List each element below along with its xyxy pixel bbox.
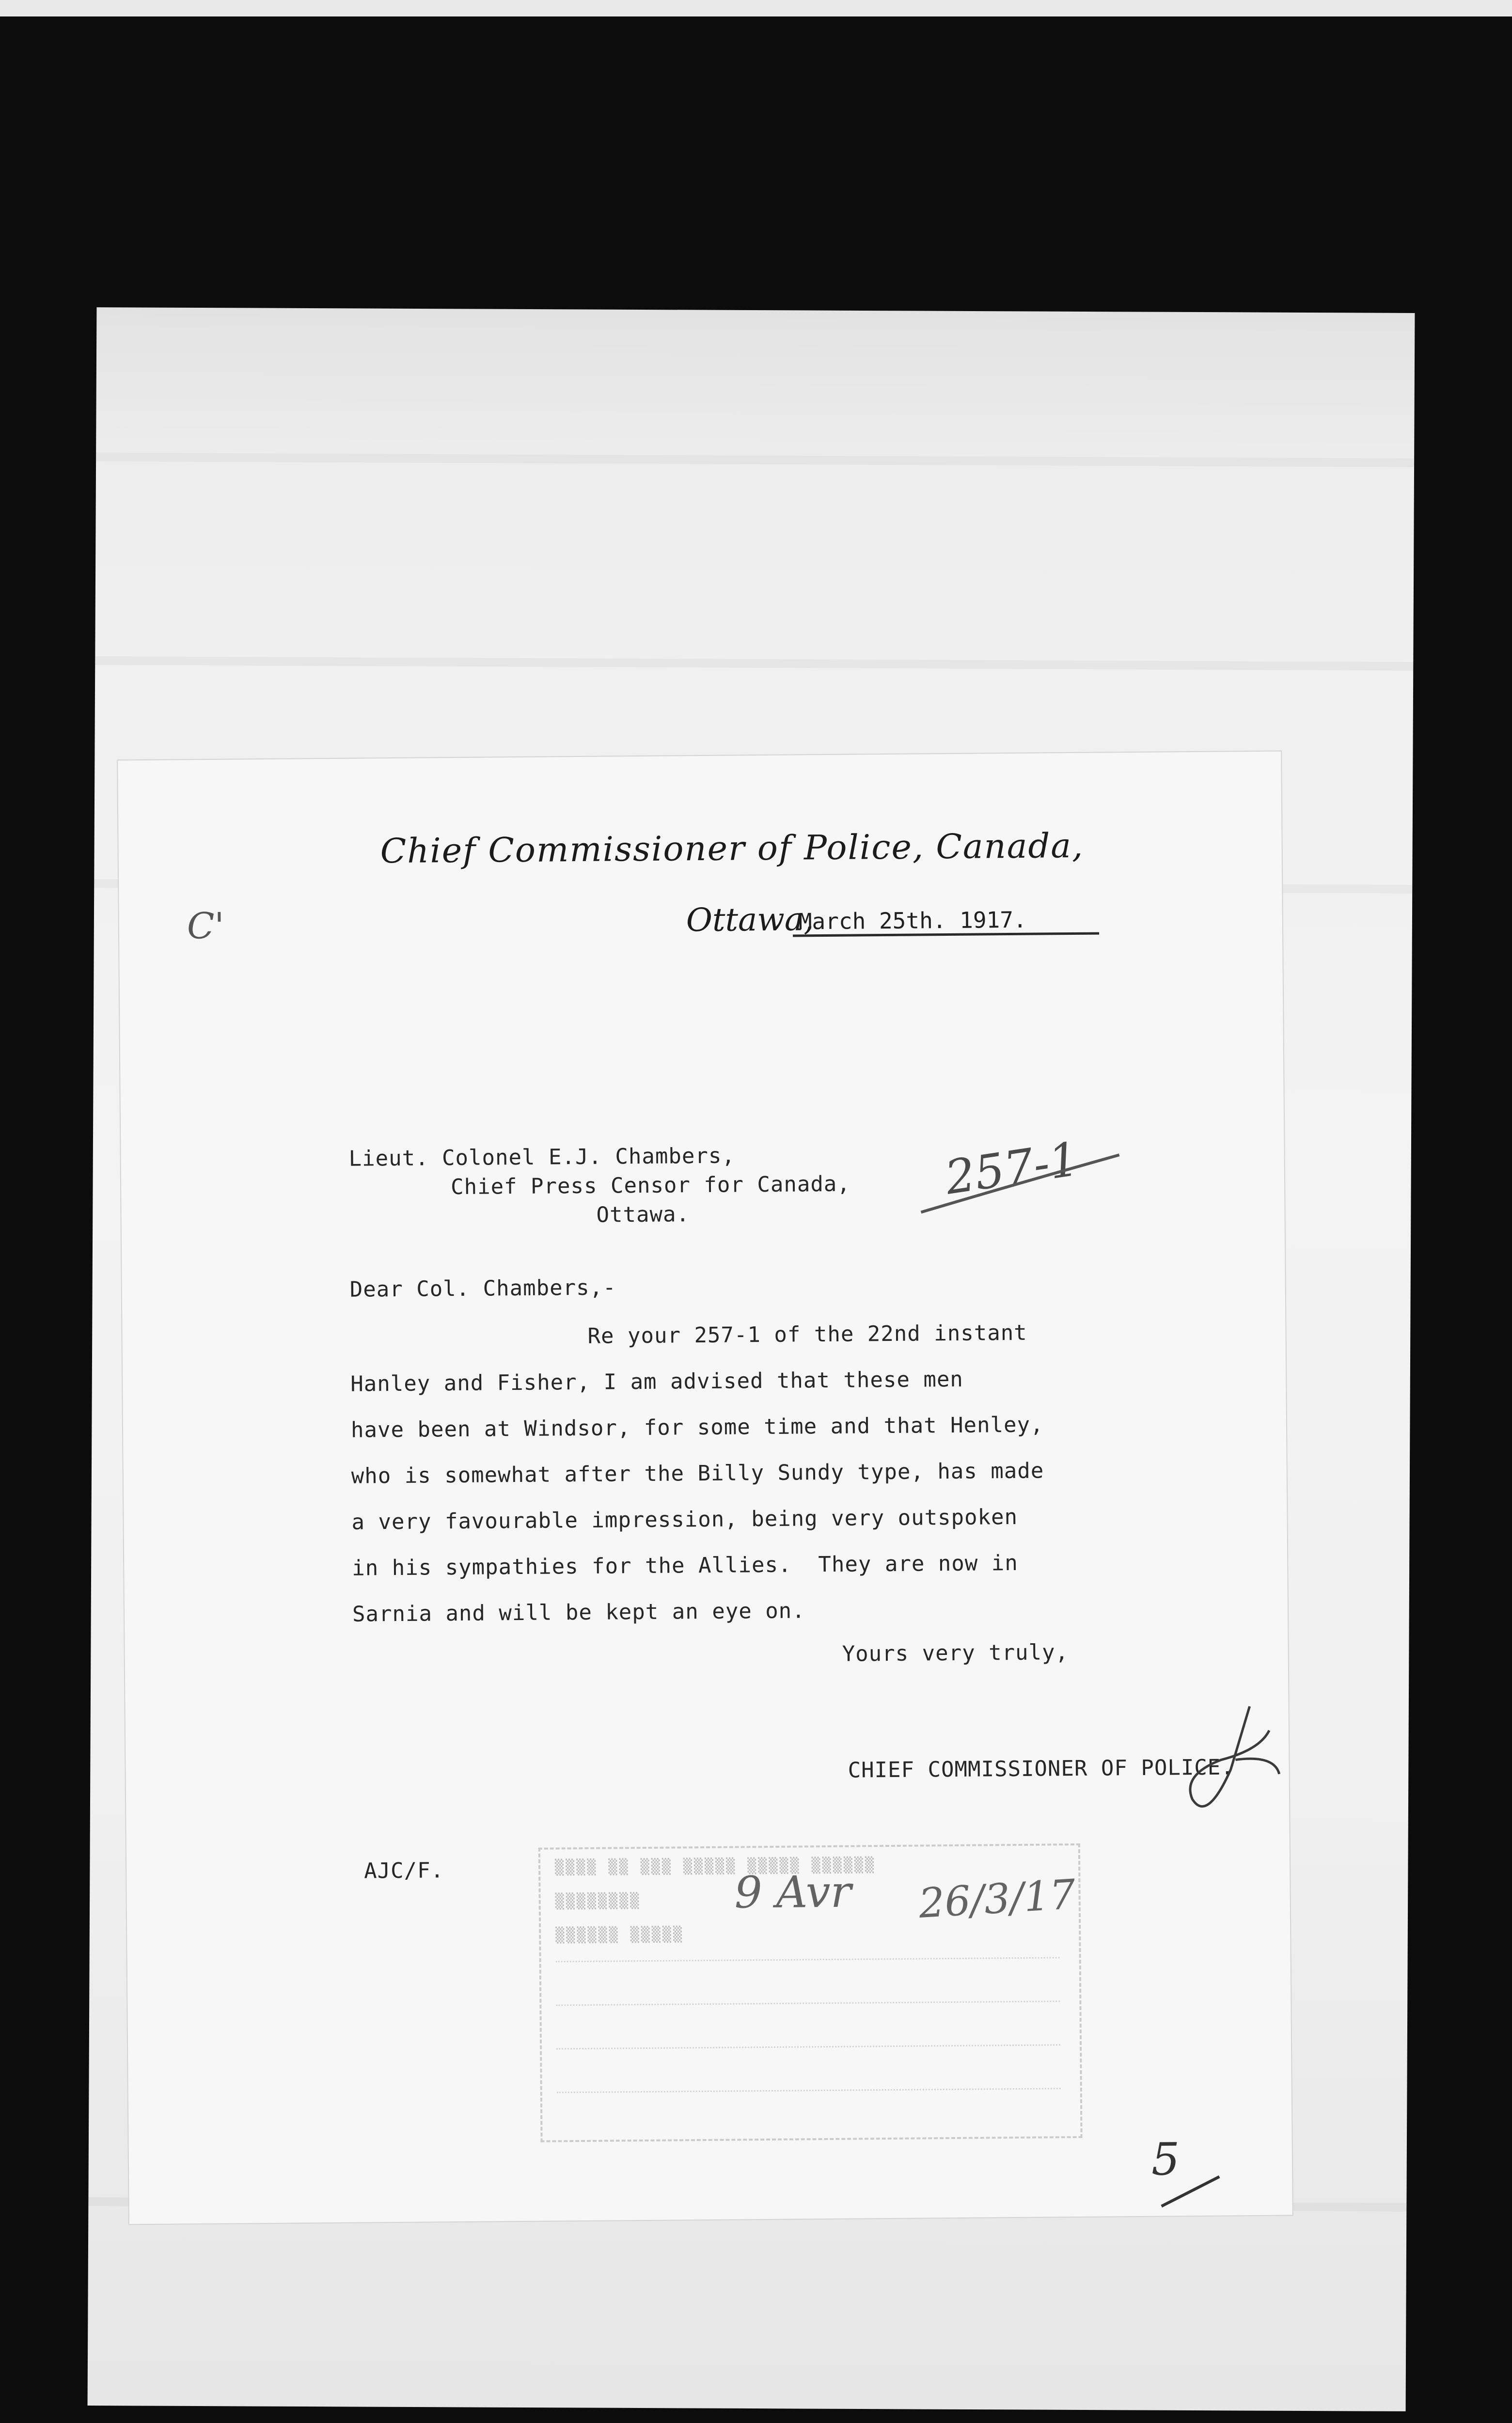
signature-title: CHIEF COMMISSIONER OF POLICE. <box>848 1755 1234 1783</box>
salutation: Dear Col. Chambers,- <box>349 1275 616 1302</box>
letter-page <box>118 752 1292 2224</box>
letterhead: Chief Commissioner of Police, Canada, <box>380 825 1084 871</box>
address-line-2: Chief Press Censor for Canada, <box>450 1171 851 1200</box>
body-line-3: have been at Windsor, for some time and that Henley, <box>350 1412 1044 1443</box>
body-line-5: a very favourable impression, being very outspoken <box>351 1504 1018 1535</box>
initials-reference: AJC/F. <box>363 1858 444 1884</box>
stamp-received-faded: ▒▒▒▒▒▒▒▒ <box>555 1892 641 1910</box>
stamp-action-faded: ▒▒▒▒▒▒ ▒▒▒▒▒ <box>555 1926 684 1944</box>
letter-date: March 25th. 1917. <box>793 906 1099 937</box>
address-line-1: Lieut. Colonel E.J. Chambers, <box>348 1143 736 1171</box>
body-line-4: who is somewhat after the Billy Sundy type, has made <box>351 1458 1044 1489</box>
page-mark: 5 <box>1151 2133 1180 2186</box>
address-line-3: Ottawa. <box>596 1202 690 1227</box>
stamp-heading-faded: ▒▒▒▒ ▒▒ ▒▒▒ ▒▒▒▒▒ ▒▒▒▒▒ ▒▒▒▒▒▒ <box>555 1857 876 1876</box>
body-line-6: in his sympathies for the Allies. They are now in <box>352 1550 1018 1581</box>
body-line-2: Hanley and Fisher, I am advised that these men <box>350 1367 964 1397</box>
film-top-edge <box>0 0 1512 16</box>
stamp-handwritten-date: 26/3/17 <box>917 1870 1077 1927</box>
received-stamp <box>538 1843 1083 2142</box>
page-mark-slash <box>1156 2172 1225 2211</box>
margin-mark: C' <box>187 905 225 947</box>
closing: Yours very truly, <box>842 1640 1069 1667</box>
body-line-7: Sarnia and will be kept an eye on. <box>352 1598 805 1627</box>
file-annotation: 257-1 <box>942 1132 1083 1205</box>
letter-place: Ottawa, <box>686 900 814 939</box>
annotation-underline <box>916 1150 1125 1219</box>
stamp-handwritten-action: 9 Avr <box>734 1866 852 1919</box>
body-line-1: Re your 257-1 of the 22nd instant <box>587 1320 1027 1349</box>
signature-initials <box>1177 1701 1285 1828</box>
